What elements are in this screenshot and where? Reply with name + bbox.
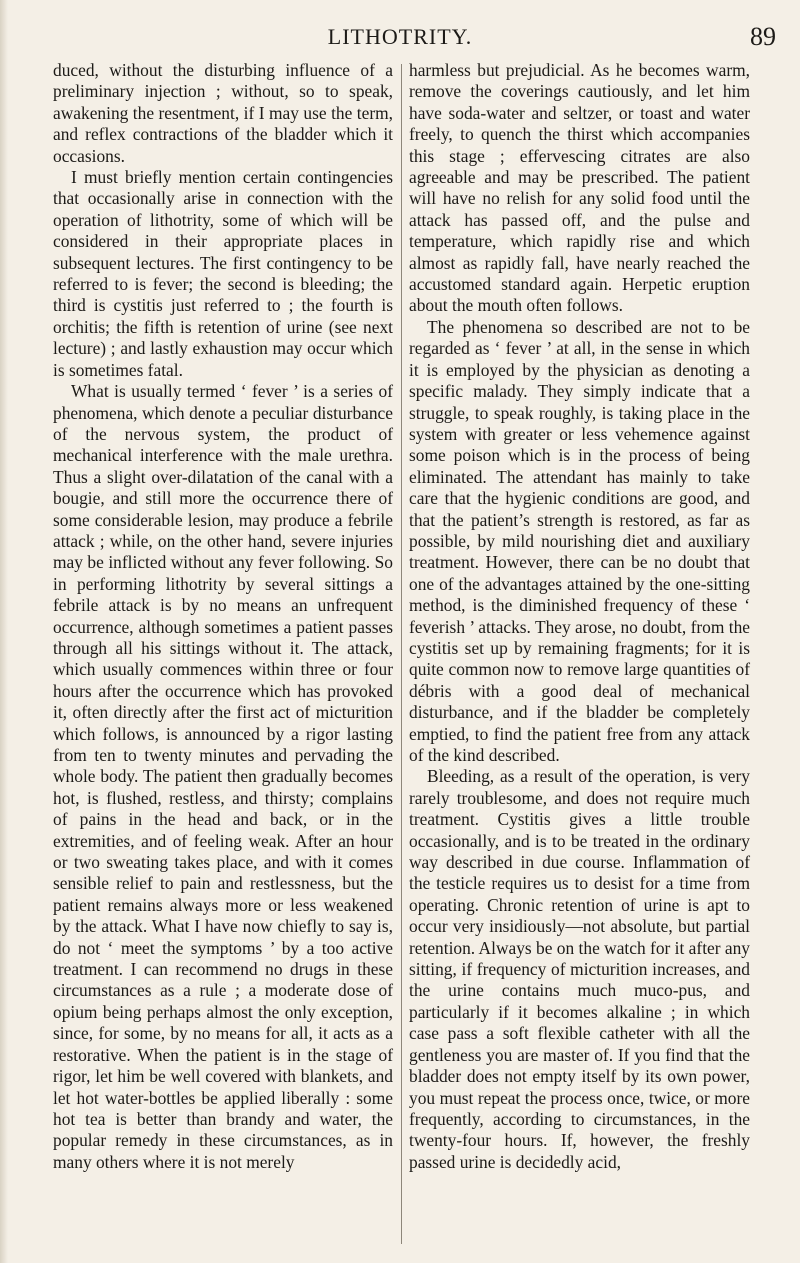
page-number: 89	[750, 22, 776, 51]
page-binding-shadow	[0, 0, 8, 1263]
running-title: LITHOTRITY.	[327, 24, 473, 49]
paragraph: duced, without the disturbing influence of a preliminary injection ; without, so to speak, awakening the resentment, if I may use the term, and reflex contractions of the bladder which it occasions.	[53, 60, 393, 166]
right-column	[409, 60, 750, 1173]
paragraph: What is usually termed ‘ fever ’ is a series of phenomena, which denote a peculiar disturbance of the nervous system, the product of mechanical interference with the male urethra. Thus a slight over-dilatation of the canal with a bougie, and still more the occurrence there of some considerable lesion, may produce a febrile attack ; while, on the other hand, severe injuries may be inflicted without any fever following. So in performing lithotrity by several sittings a febrile attack is by no means an unfrequent occurrence, although sometimes a patient passes through all his sittings without it. The attack, which usually commences within three or four hours after the occurrence which has provoked it, often directly after the first act of micturition which follows, is announced by a rigor lasting from ten to twenty minutes and pervading the whole body. The patient then gradually becomes hot, is flushed, restless, and thirsty; complains of pains in the head and back, or in the extremities, and of feeling weak. After an hour or two sweating takes place, and with it comes sensible relief to pain and restlessness, but the patient remains always more or less weakened by the attack. What I have now chiefly to say is, do not ‘ meet the symptoms ’ by a too active treatment. I can recommend no drugs in these circumstances as a rule ; a moderate dose of opium being perhaps almost the only exception, since, for some, by no means for all, it acts as a restorative. When the patient is in the stage of rigor, let him be well covered with blankets, and let hot water-bottles be applied liberally : some hot tea is better than brandy and water, the popular remedy in these circumstances, as in many others where it is not merely	[53, 381, 393, 1172]
page-header	[0, 22, 800, 62]
paragraph: harmless but prejudicial. As he becomes warm, remove the coverings cautiously, and let him have soda-water and seltzer, or toast and water freely, to quench the thirst which accompanies this stage ; effervescing citrates are also agreeable and may be prescribed. The patient will have no relish for any solid food until the attack has passed off, and the pulse and temperature, which rapidly rise and which almost as rapidly fall, have nearly reached the accustomed standard again. Herpetic eruption about the mouth often follows.	[409, 60, 750, 316]
paragraph: Bleeding, as a result of the operation, is very rarely troublesome, and does not require much treatment. Cystitis gives a little trouble occasionally, and is to be treated in the ordinary way described in due course. Inflammation of the testicle requires us to desist for a time from operating. Chronic retention of urine is apt to occur very insidiously—not absolute, but partial retention. Always be on the watch for it after any sitting, if frequency of micturition increases, and the urine contains much muco-pus, and particularly if it becomes alkaline ; in which case pass a soft flexible catheter with all the gentleness you are master of. If you find that the bladder does not empty itself by its own power, you must repeat the process once, twice, or more frequently, according to circumstances, in the twenty-four hours. If, however, the freshly passed urine is decidedly acid,	[409, 766, 750, 1172]
left-column	[53, 60, 393, 1173]
column-divider	[401, 64, 402, 1244]
paragraph: The phenomena so described are not to be regarded as ‘ fever ’ at all, in the sense in which it is employed by the physician as denoting a specific malady. They simply indicate that a struggle, to speak roughly, is taking place in the system with greater or less vehemence against some poison which is in the process of being eliminated. The attendant has mainly to take care that the hygienic conditions are good, and that the patient’s strength is restored, as far as possible, by mild nourishing diet and auxiliary treatment. However, there can be no doubt that one of the advantages attained by the one-sitting method, is the diminished frequency of these ‘ feverish ’ attacks. They arose, no doubt, from the cystitis set up by remaining fragments; for it is quite common now to remove large quantities of débris with a good deal of mechanical disturbance, and if the bladder be completely emptied, to find the patient free from any attack of the kind described.	[409, 316, 750, 765]
paragraph: I must briefly mention certain contingencies that occasionally arise in connection with the operation of lithotrity, some of which will be considered in their appropriate places in subsequent lectures. The first contingency to be referred to is fever; the second is bleeding; the third is cystitis just referred to ; the fourth is orchitis; the fifth is retention of urine (see next lecture) ; and lastly exhaustion may occur which is sometimes fatal.	[53, 167, 393, 380]
